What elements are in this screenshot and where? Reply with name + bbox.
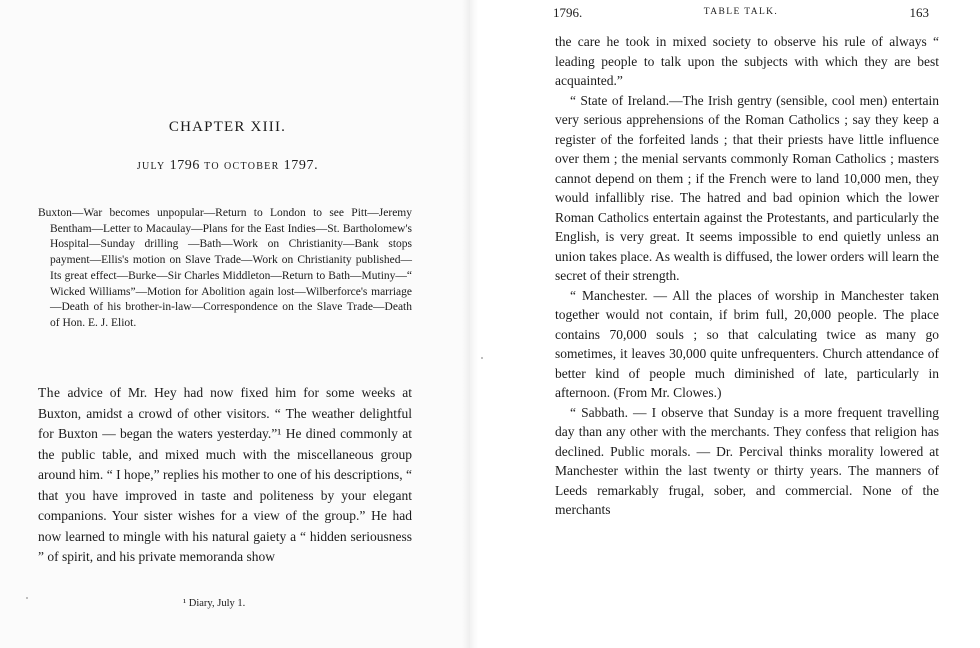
chapter-date-range xyxy=(0,158,455,174)
dropcap-word: The xyxy=(38,385,61,400)
date-year-end: 1797. xyxy=(283,158,319,173)
paragraph-manchester: “ Manchester. — All the places of worship in Manchester taken together would not contain, if brim full, 20,000 people. The place contains 70,000 souls ; so that calculating twice as many go sometimes, it leaves 30,000 quite unfrequenters. Church attendance of better kind of people much diminished of late, particularly in afternoon. (From Mr. Clowes.) xyxy=(555,287,939,400)
date-to: TO xyxy=(204,161,220,172)
scan-speck xyxy=(481,357,483,359)
left-body-paragraph: advice of Mr. Hey had now fixed him for some weeks at Buxton, amidst a crowd of other visitors. “ The weather delightful for Buxton — began the waters yesterday.”¹ He dined commonly at the public table, and mixed much with the miscellaneous group around him. “ I hope,” replies his mother to one of his descriptions, “ that you have improved in taste and politeness by your elegant companions. Your sister wishes for a view of the group.” He had now learned to mingle with his natural gaiety a “ hidden seriousness ” of spirit, and his private memoranda show xyxy=(38,385,412,564)
running-head-title: TABLE TALK. xyxy=(703,7,779,17)
running-head xyxy=(553,5,929,25)
scan-speck xyxy=(26,597,28,599)
date-year-start: 1796 xyxy=(169,158,200,173)
paragraph-sabbath: “ Sabbath. — I observe that Sunday is a more frequent travelling day than any other with the merchants. They confess that religion has declined. Public morals. — Dr. Percival thinks morality lowered at Manchester within the last twenty or thirty years. The manners of Leeds remarkably frugal, sober, and commercial. None of the merchants xyxy=(555,404,939,517)
paragraph-state-of-ireland: “ State of Ireland.—The Irish gentry (sensible, cool men) entertain very serious apprehensions of the Roman Catholics ; say they keep a register of the forfeited lands ; that their priests have little influence over them ; the menial servants commonly Roman Catholics ; masters cannot depend on them ; if the French were to land 10,000 men, they would infallibly rise. The hatred and bad opinion which the lower Roman Catholics entertain against the Protestants, and particularly the English, is very great. It seems impossible to end quietly unless an union takes place. As wealth is diffused, the lower orders will learn the secret of their strength. xyxy=(555,92,939,283)
page-number: 163 xyxy=(909,5,929,20)
right-body-text xyxy=(555,32,939,520)
synopsis-text: Buxton—War becomes unpopular—Return to London to see Pitt—Jeremy Bentham—Letter to Macaulay—Plans for the East Indies—St. Bartholomew's Hospital—Sunday drilling —Bath—Work on Christianity—Bank stops payment—Ellis's motion on Slave Trade—Work on Christianity published—Its great effect—Burke—Sir Charles Middleton—Return to Bath—Mutiny—“ Wicked Williams”—Motion for Abolition again lost—Wilberforce's marriage—Death of his brother-in-law—Correspondence on the Slave Trade—Death of Hon. E. J. Eliot. xyxy=(38,207,412,329)
book-gutter xyxy=(462,0,478,648)
date-month-start: JULY xyxy=(136,161,166,172)
chapter-synopsis xyxy=(38,206,412,332)
left-body-text xyxy=(38,383,412,568)
date-month-end: OCTOBER xyxy=(223,161,280,172)
paragraph-continuation: the care he took in mixed society to observe his rule of always “ leading people to talk upon the subjects with which they are best acquainted.” xyxy=(555,34,939,88)
chapter-title: CHAPTER XIII. xyxy=(168,119,287,135)
footnote: ¹ Diary, July 1. xyxy=(183,598,246,609)
running-head-year: 1796. xyxy=(553,5,583,20)
